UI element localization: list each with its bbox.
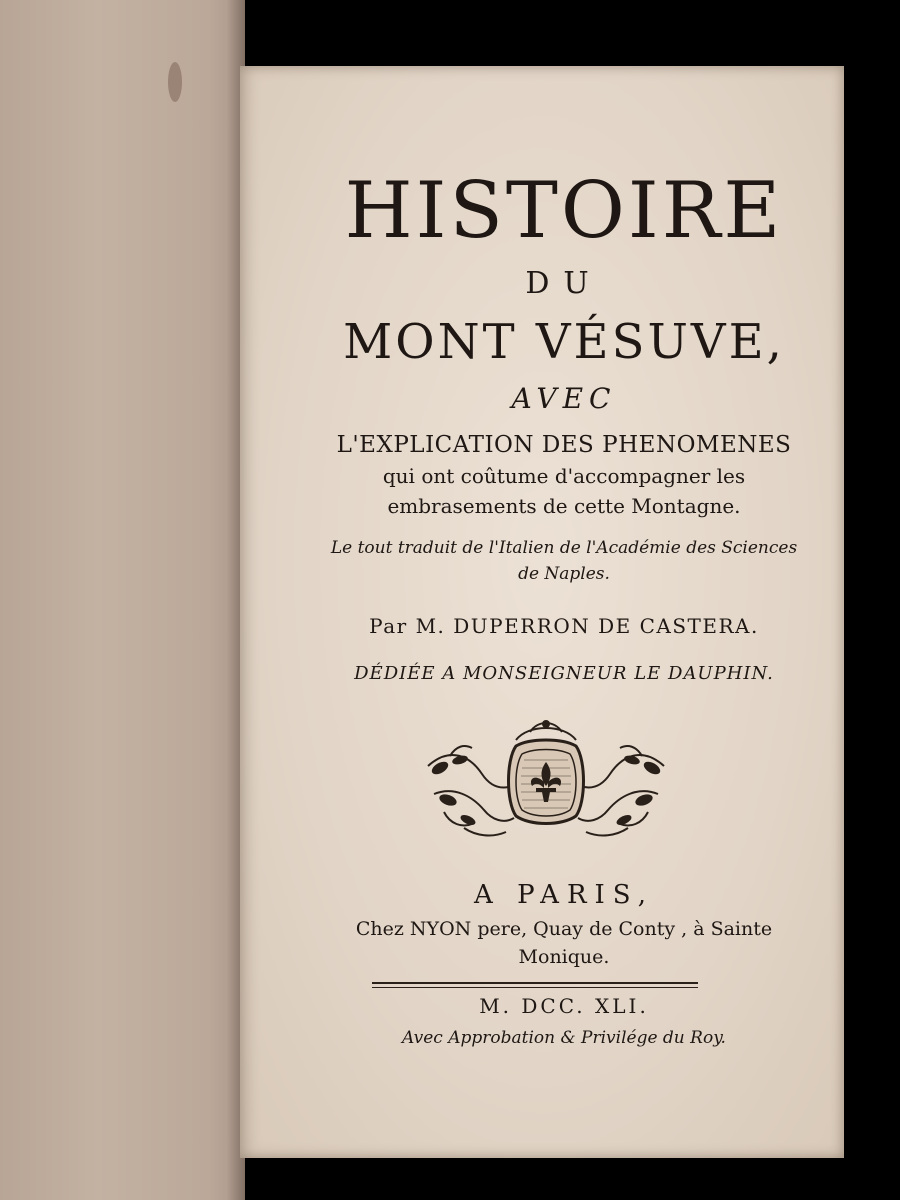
dedication-line: DÉDIÉE A MONSEIGNEUR LE DAUPHIN. [354, 663, 774, 684]
divider-rule [372, 982, 698, 984]
divider-rule-thin [372, 987, 698, 988]
paper-stain [168, 62, 182, 102]
imprint-publisher-line-2: Monique. [518, 946, 610, 968]
left-blank-page [0, 0, 245, 1200]
imprint-city: A PARIS, [474, 880, 654, 910]
imprint-publisher-line-1: Chez NYON pere, Quay de Conty , à Sainte [355, 918, 773, 940]
book-title: HISTOIRE [344, 166, 784, 256]
translation-note-line-2: de Naples. [518, 564, 610, 584]
subtitle-line-1: L'EXPLICATION DES PHENOMENES [336, 432, 792, 458]
title-page [240, 66, 844, 1158]
publication-year: M. DCC. XLI. [479, 994, 649, 1018]
translation-note-line-1: Le tout traduit de l'Italien de l'Académie des Sciences [330, 538, 798, 558]
royal-privilege-line: Avec Approbation & Privilége du Roy. [402, 1028, 726, 1048]
subtitle-line-2: qui ont coûtume d'accompagner les [382, 464, 746, 488]
subtitle-line-3: embrasements de cette Montagne. [387, 494, 741, 518]
fleur-de-lis-cartouche-icon [420, 716, 672, 848]
book-title-mont-vesuve: MONT VÉSUVE, [343, 314, 785, 370]
book-title-avec: AVEC [511, 382, 617, 415]
book-title-du: DU [525, 266, 603, 301]
author-line: Par M. DUPERRON DE CASTERA. [369, 614, 759, 638]
